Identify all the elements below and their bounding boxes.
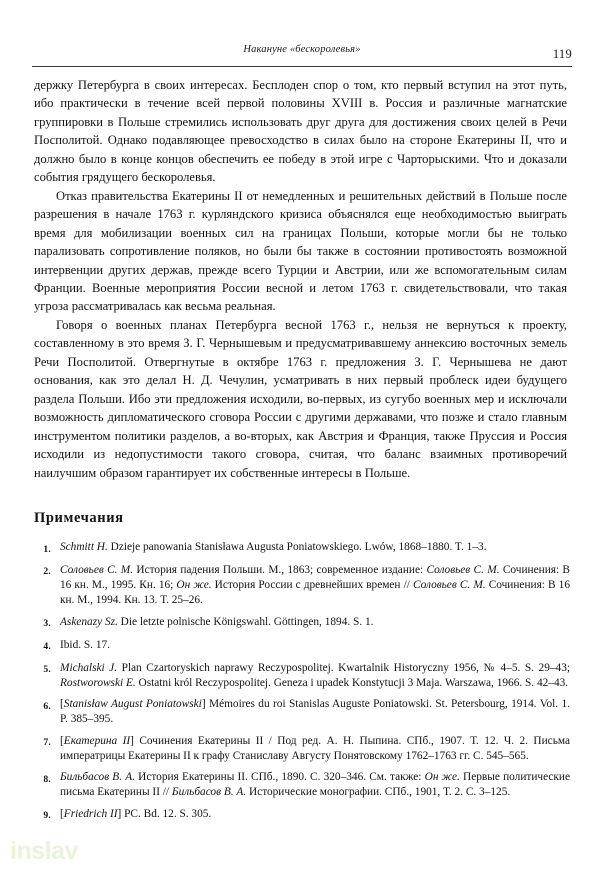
paragraph: Отказ правительства Екатерины II от немедленных и решительных действий в Польше после разрешения в начале 1763 г. курляндского кризиса объяснялся еще необходимостью выиграть время для мобилизации военных сил на границах Польши, которые могли бы не только парализовать сопротивление поляков, но были бы также в состоянии противостоять возможной интервенции других держав, прежде всего Турции и Австрии, или же вспомогательным силам Франции. Военные мероприятия России весной и летом 1763 г. свидетельствовали, что такая угроза рассматривалась как весьма реальная. — [34, 188, 567, 314]
inslav-watermark: inslav — [10, 837, 78, 865]
note-number: 7. — [43, 737, 51, 749]
note-number: 8. — [43, 773, 51, 785]
note-text: Бильбасов В. А. История Екатерины II. СПб., 1890. С. 320–346. См. также: Он же. Первые политические письма Екатерины II // Бильбасов В. А. Исторические монографии. СПб., 1901, Т. 2. С. 3–125. — [60, 771, 571, 799]
note-number: 6. — [43, 700, 51, 712]
note-text: Michalski J. Plan Czartoryskich naprawy Reczypospolitej. Kwartalnik Historyczny 1956, № 4–5. S. 29–43; Rostworowski E. Ostatni król Reczypospolitej. Geneza i upadek Konstytucji 3 Maja. Warszawa, 1966. S. 42–43. — [60, 661, 571, 689]
notes-heading: Примечания — [34, 510, 124, 526]
header-rule — [32, 66, 572, 67]
paragraph: Говоря о военных планах Петербурга весной 1763 г., нельзя не вернуться к проекту, составленному в это время З. Г. Чернышевым и предусматривавшему аннексию восточных земель Речи Посполитой. Отвергнутые в октябре 1763 г. предложения З. Г. Чернышева не дают основания, как это делал Н. Д. Чечулин, усматривать в них первый проблеск идеи будущего раздела Польши. Ибо эти предложения исходили, во-первых, из сугубо военных мер и исключали возможность дипломатического сговора России с другими державами, что позже и стало главным инструментом политики разделов, а во-вторых, как Австрия и Франция, также Пруссия и Россия исходили из недопустимости такого сговора, считая, что баланс взаимных противоречий наилучшим образом гарантирует их собственные интересы в Польше. — [34, 317, 567, 480]
note-text: Askenazy Sz. Die letzte polnische Königswahl. Göttingen, 1894. S. 1. — [60, 615, 374, 628]
note-item — [34, 638, 570, 655]
note-text: Schmitt H. Dzieje panowania Stanisława Augusta Poniatowskiego. Lwów, 1868–1880. T. 1–3. — [60, 541, 487, 553]
note-number: 9. — [43, 810, 51, 822]
note-item — [34, 563, 570, 608]
note-text: Ibid. S. 17. — [60, 638, 110, 651]
note-number: 5. — [43, 664, 51, 676]
note-text: [Friedrich II] PC. Bd. 12. S. 305. — [60, 807, 212, 820]
note-item — [34, 770, 570, 800]
note-number: 2. — [43, 566, 51, 578]
note-text: Соловьев С. М. История падения Польши. М., 1863; современное издание: Соловьев С. М. Сочинения: В 16 кн. М., 1995. Кн. 16; Он же. История России с древнейших времен // Соловьев С. М. Сочинения: В 16 кн. М., 1994. Кн. 13. Т. 25–26. — [60, 563, 571, 607]
note-number: 3. — [43, 618, 51, 630]
note-item — [34, 615, 570, 632]
note-text: [Екатерина II] Сочинения Екатерины II / Под ред. А. Н. Пыпина. СПб., 1907. Т. 12. Ч. 2. Письма императрицы Екатерины II к графу Станиславу Августу Понятовскому 1762–1763 гг. С. 545–565. — [60, 734, 570, 762]
note-item — [34, 697, 570, 727]
note-number: 4. — [43, 641, 51, 653]
paragraph: держку Петербурга в своих интересах. Бесплоден спор о том, кто первый вступил на этот путь, ибо практически в течение всей первой половины XVIII в. Россия и различные магнатские группировки в Польше стремились использовать друг друга для достижения своих целей в Речи Посполитой. Однако подавляющее превосходство в силах было на стороне Екатерины II, что и должно было в конце концов обеспечить ее победу в этой игре с Чарторыскими. Что и доказали события грядущего бескоролевья. — [34, 78, 567, 185]
note-text: [Stanisław August Poniatowski] Mémoires du roi Stanislas Auguste Poniatowski. St. Petersbourg, 1914. Vol. 1. P. 385–395. — [60, 698, 570, 726]
note-number: 1. — [43, 543, 51, 555]
note-item — [34, 661, 570, 691]
note-item — [34, 807, 570, 824]
page-number: 119 — [552, 47, 572, 61]
note-item — [34, 734, 570, 764]
running-head-title: Накануне «бескоролевья» — [243, 44, 361, 55]
notes-list — [34, 540, 570, 830]
body-text-column — [34, 76, 567, 482]
running-header — [32, 44, 572, 62]
note-item — [34, 540, 570, 557]
